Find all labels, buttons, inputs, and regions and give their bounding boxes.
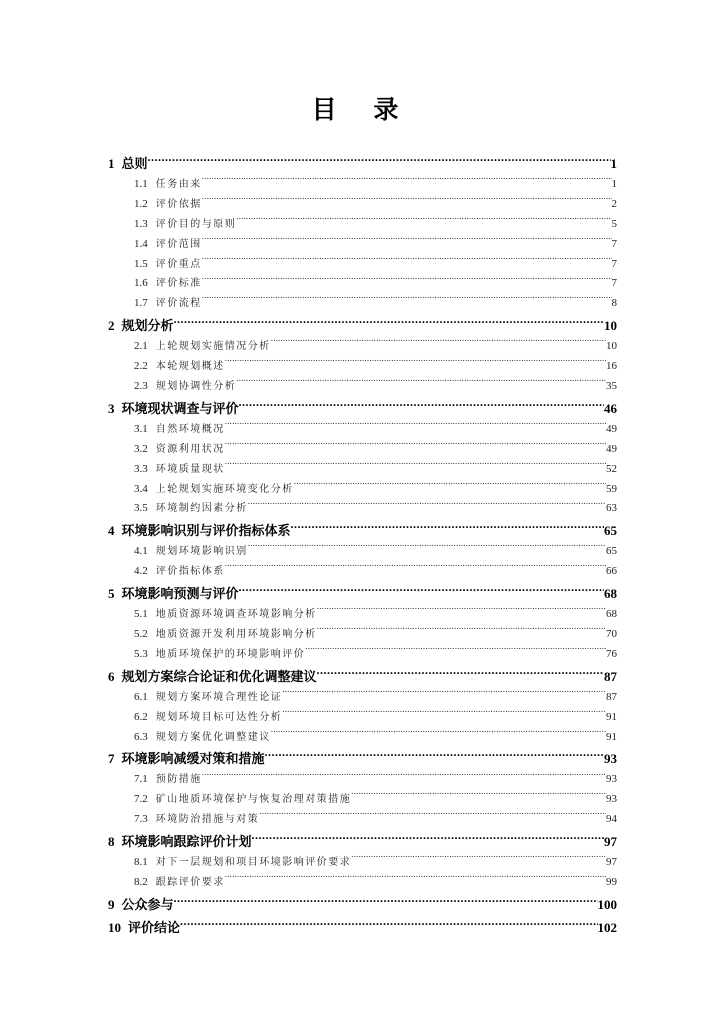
toc-section-entry-label: 规划协调性分析 xyxy=(155,381,237,393)
toc-section-entry-number: 4.1 xyxy=(134,545,148,558)
toc-chapter-entry-number: 8 xyxy=(108,834,115,850)
toc-section-entry[interactable] xyxy=(108,440,617,460)
dot-leader xyxy=(248,542,606,554)
toc-section-entry-number: 5.2 xyxy=(134,628,148,641)
toc-section-entry-page-number: 93 xyxy=(606,793,617,806)
toc-section-entry-number: 7.2 xyxy=(134,793,148,806)
toc-section-entry[interactable] xyxy=(108,542,617,562)
toc-section-entry-number: 1.5 xyxy=(134,257,148,270)
dot-leader xyxy=(225,562,606,574)
toc-section-entry[interactable] xyxy=(108,728,617,748)
toc-section-entry-page-number: 7 xyxy=(611,257,617,270)
toc-section-entry-label: 规划方案优化调整建议 xyxy=(155,731,271,743)
toc-section-entry-page-number: 97 xyxy=(606,856,617,869)
toc-chapter-entry-page-number: 65 xyxy=(604,523,617,539)
toc-section-entry-page-number: 52 xyxy=(606,462,617,475)
toc-section-entry-page-number: 1 xyxy=(611,178,617,190)
toc-chapter-entry-page-number: 87 xyxy=(604,668,617,684)
toc-section-entry[interactable] xyxy=(108,357,617,377)
dot-leader xyxy=(317,667,604,681)
toc-chapter-entry-page-number: 1 xyxy=(610,156,617,171)
toc-section-entry-label: 上轮规划实施情况分析 xyxy=(155,341,271,353)
dot-leader xyxy=(202,255,612,267)
toc-chapter-entry-number: 4 xyxy=(108,523,115,539)
toc-section-entry-label: 评价目的与原则 xyxy=(155,218,237,230)
toc-chapter-entry-label: 规划分析 xyxy=(121,319,174,335)
toc-section-entry-label: 上轮规划实施环境变化分析 xyxy=(155,483,294,495)
toc-section-entry-number: 4.2 xyxy=(134,565,148,578)
toc-section-entry[interactable] xyxy=(108,460,617,480)
toc-section-entry-number: 5.3 xyxy=(134,647,148,660)
toc-section-entry-label: 自然环境概况 xyxy=(155,423,225,435)
toc-chapter-entry-label: 总则 xyxy=(121,157,148,172)
toc-section-entry[interactable] xyxy=(108,235,617,255)
toc-chapter-entry-number: 1 xyxy=(108,156,115,171)
toc-section-entry-label: 规划环境目标可达性分析 xyxy=(155,711,283,723)
toc-section-entry-label: 评价流程 xyxy=(155,298,202,310)
dot-leader xyxy=(174,316,604,330)
toc-section-entry-page-number: 99 xyxy=(606,876,617,889)
toc-section-entry[interactable] xyxy=(108,625,617,645)
toc-section-entry-number: 3.3 xyxy=(134,462,148,475)
toc-section-entry-page-number: 70 xyxy=(606,628,617,641)
toc-section-entry-page-number: 91 xyxy=(606,730,617,743)
dot-leader xyxy=(202,294,612,306)
toc-section-entry[interactable] xyxy=(108,480,617,500)
toc-section-entry-number: 1.4 xyxy=(134,237,148,250)
dot-leader xyxy=(236,215,611,227)
toc-chapter-entry[interactable] xyxy=(108,153,617,175)
toc-section-entry-page-number: 10 xyxy=(606,340,617,353)
toc-chapter-entry-label: 评价结论 xyxy=(128,920,181,936)
dot-leader xyxy=(225,357,606,369)
toc-section-entry-label: 环境制约因素分析 xyxy=(155,503,248,515)
toc-chapter-entry-label: 环境影响减缓对策和措施 xyxy=(121,752,265,768)
toc-chapter-entry-page-number: 93 xyxy=(604,751,617,767)
dot-leader xyxy=(271,337,606,349)
toc-chapter-entry-page-number: 46 xyxy=(604,400,617,416)
toc-section-entry[interactable] xyxy=(108,420,617,440)
toc-section-entry-number: 7.1 xyxy=(134,773,148,786)
dot-leader xyxy=(202,274,612,286)
toc-section-entry[interactable] xyxy=(108,215,617,235)
dot-leader xyxy=(225,460,606,472)
toc-section-entry[interactable] xyxy=(108,175,617,195)
toc-section-entry-number: 3.5 xyxy=(134,502,148,515)
toc-section-entry-number: 1.6 xyxy=(134,277,148,290)
dot-leader xyxy=(239,584,604,598)
dot-leader xyxy=(202,235,612,247)
toc-chapter-entry-page-number: 97 xyxy=(604,834,617,850)
toc-section-entry-label: 跟踪评价要求 xyxy=(155,877,225,889)
toc-section-entry-page-number: 94 xyxy=(606,813,617,826)
toc-section-entry-page-number: 7 xyxy=(611,277,617,290)
toc-section-entry-label: 评价范围 xyxy=(155,238,202,250)
toc-section-entry[interactable] xyxy=(108,645,617,665)
toc-chapter-entry[interactable] xyxy=(108,315,617,337)
dot-leader xyxy=(252,832,604,846)
toc-chapter-entry-label: 环境现状调查与评价 xyxy=(121,401,239,417)
dot-leader xyxy=(225,873,606,885)
toc-chapter-entry-page-number: 68 xyxy=(604,586,617,602)
toc-section-entry-number: 2.1 xyxy=(134,340,148,353)
toc-section-entry-page-number: 2 xyxy=(611,197,617,210)
toc-section-entry-number: 2.2 xyxy=(134,360,148,373)
toc-chapter-entry-number: 7 xyxy=(108,751,115,767)
toc-section-entry-page-number: 66 xyxy=(606,565,617,578)
page-title: 目 录 xyxy=(311,95,413,124)
toc-section-entry-number: 3.2 xyxy=(134,442,148,455)
toc-section-entry-number: 8.1 xyxy=(134,856,148,869)
dot-leader xyxy=(148,154,611,168)
toc-section-entry-number: 6.3 xyxy=(134,730,148,743)
toc-chapter-entry-number: 6 xyxy=(108,668,115,684)
toc-chapter-entry[interactable] xyxy=(108,917,617,939)
dot-leader xyxy=(202,770,606,782)
toc-section-entry-label: 规划方案环境合理性论证 xyxy=(155,691,283,703)
dot-leader xyxy=(282,708,606,720)
toc-section-entry-label: 矿山地质环境保护与恢复治理对策措施 xyxy=(155,794,352,806)
toc-chapter-entry-page-number: 102 xyxy=(597,919,617,935)
toc-section-entry-page-number: 87 xyxy=(606,690,617,703)
toc-section-entry-page-number: 7 xyxy=(611,237,617,250)
dot-leader xyxy=(236,377,606,389)
toc-chapter-entry-label: 公众参与 xyxy=(121,897,174,913)
dot-leader xyxy=(305,645,606,657)
toc-chapter-entry-number: 9 xyxy=(108,896,115,912)
toc-section-entry-number: 8.2 xyxy=(134,876,148,889)
dot-leader xyxy=(259,810,606,822)
toc-section-entry-page-number: 35 xyxy=(606,380,617,393)
toc-section-entry[interactable] xyxy=(108,853,617,873)
toc-chapter-entry[interactable] xyxy=(108,398,617,420)
dot-leader xyxy=(265,749,604,763)
toc-section-entry-label: 环境防治措施与对策 xyxy=(155,814,260,826)
toc-section-entry-number: 6.1 xyxy=(134,690,148,703)
toc-section-entry[interactable] xyxy=(108,562,617,582)
toc-section-entry-number: 1.7 xyxy=(134,297,148,310)
dot-leader xyxy=(225,420,606,432)
dot-leader xyxy=(174,895,598,909)
dot-leader xyxy=(317,625,606,637)
toc-section-entry-page-number: 65 xyxy=(606,545,617,558)
toc-section-entry-page-number: 68 xyxy=(606,608,617,621)
toc-chapter-entry-page-number: 100 xyxy=(597,896,617,912)
toc-chapter-entry-page-number: 10 xyxy=(604,318,617,334)
toc-section-entry[interactable] xyxy=(108,605,617,625)
toc-chapter-entry-label: 规划方案综合论证和优化调整建议 xyxy=(121,669,317,685)
toc-section-entry-label: 环境质量现状 xyxy=(155,463,225,475)
toc-section-entry-page-number: 8 xyxy=(611,297,617,310)
toc-section-entry-number: 1.3 xyxy=(134,217,148,230)
toc-chapter-entry-label: 环境影响预测与评价 xyxy=(121,587,239,603)
toc-chapter-entry[interactable] xyxy=(108,520,617,542)
toc-section-entry-label: 评价指标体系 xyxy=(155,566,225,578)
dot-leader xyxy=(239,399,604,413)
toc-section-entry-label: 资源利用状况 xyxy=(155,443,225,455)
toc-section-entry-label: 任务由来 xyxy=(155,179,202,190)
toc-section-entry-label: 本轮规划概述 xyxy=(155,361,225,373)
toc-section-entry[interactable] xyxy=(108,195,617,215)
toc-section-entry[interactable] xyxy=(108,294,617,314)
toc-section-entry-number: 3.4 xyxy=(134,482,148,495)
dot-leader xyxy=(271,728,606,740)
toc-section-entry-label: 对下一层规划和项目环境影响评价要求 xyxy=(155,857,352,869)
toc-section-entry[interactable] xyxy=(108,499,617,519)
toc-section-entry[interactable] xyxy=(108,790,617,810)
toc-section-entry-number: 2.3 xyxy=(134,380,148,393)
toc-section-entry[interactable] xyxy=(108,337,617,357)
toc-chapter-entry-number: 10 xyxy=(108,919,121,935)
toc-section-entry-number: 3.1 xyxy=(134,422,148,435)
dot-leader xyxy=(317,605,606,617)
toc-section-entry[interactable] xyxy=(108,810,617,830)
toc-section-entry-page-number: 59 xyxy=(606,482,617,495)
toc-section-entry-label: 地质资源开发利用环境影响分析 xyxy=(155,629,317,641)
toc-chapter-entry-number: 3 xyxy=(108,400,115,416)
toc-section-entry[interactable] xyxy=(108,274,617,294)
toc-section-entry-label: 评价标准 xyxy=(155,278,202,290)
toc-section-entry-number: 6.2 xyxy=(134,710,148,723)
dot-leader xyxy=(225,440,606,452)
toc-section-entry-page-number: 63 xyxy=(606,502,617,515)
toc-section-entry[interactable] xyxy=(108,708,617,728)
toc-section-entry[interactable] xyxy=(108,377,617,397)
table-of-contents xyxy=(108,152,617,939)
toc-chapter-entry[interactable] xyxy=(108,748,617,770)
dot-leader xyxy=(248,499,606,511)
toc-chapter-entry[interactable] xyxy=(108,894,617,916)
toc-chapter-entry-number: 5 xyxy=(108,586,115,602)
dot-leader xyxy=(202,195,612,207)
toc-chapter-entry[interactable] xyxy=(108,583,617,605)
toc-section-entry-label: 预防措施 xyxy=(155,774,202,786)
toc-section-entry[interactable] xyxy=(108,688,617,708)
toc-chapter-entry[interactable] xyxy=(108,831,617,853)
toc-chapter-entry-label: 环境影响跟踪评价计划 xyxy=(121,835,252,851)
toc-section-entry-label: 地质资源环境调查环境影响分析 xyxy=(155,609,317,621)
toc-section-entry-label: 规划环境影响识别 xyxy=(155,546,248,558)
dot-leader xyxy=(294,480,606,492)
toc-section-entry-number: 7.3 xyxy=(134,813,148,826)
toc-chapter-entry-number: 2 xyxy=(108,318,115,334)
toc-section-entry-label: 地质环境保护的环境影响评价 xyxy=(155,648,306,660)
dot-leader xyxy=(180,918,597,932)
toc-section-entry-page-number: 16 xyxy=(606,360,617,373)
dot-leader xyxy=(282,688,606,700)
dot-leader xyxy=(291,521,604,535)
toc-section-entry-page-number: 93 xyxy=(606,773,617,786)
toc-section-entry[interactable] xyxy=(108,873,617,893)
toc-section-entry-page-number: 5 xyxy=(611,217,617,230)
toc-section-entry-label: 评价依据 xyxy=(155,198,202,210)
toc-section-entry-page-number: 76 xyxy=(606,647,617,660)
toc-section-entry-page-number: 91 xyxy=(606,710,617,723)
toc-chapter-entry-label: 环境影响识别与评价指标体系 xyxy=(121,524,291,540)
toc-chapter-entry[interactable] xyxy=(108,666,617,688)
toc-section-entry-page-number: 49 xyxy=(606,422,617,435)
dot-leader xyxy=(351,853,606,865)
toc-section-entry-number: 1.1 xyxy=(134,178,148,190)
dot-leader xyxy=(202,175,612,187)
toc-section-entry-label: 评价重点 xyxy=(155,258,202,270)
toc-section-entry-page-number: 49 xyxy=(606,442,617,455)
toc-section-entry-number: 5.1 xyxy=(134,608,148,621)
toc-section-entry[interactable] xyxy=(108,770,617,790)
toc-section-entry-number: 1.2 xyxy=(134,197,148,210)
toc-section-entry[interactable] xyxy=(108,255,617,275)
dot-leader xyxy=(351,790,606,802)
